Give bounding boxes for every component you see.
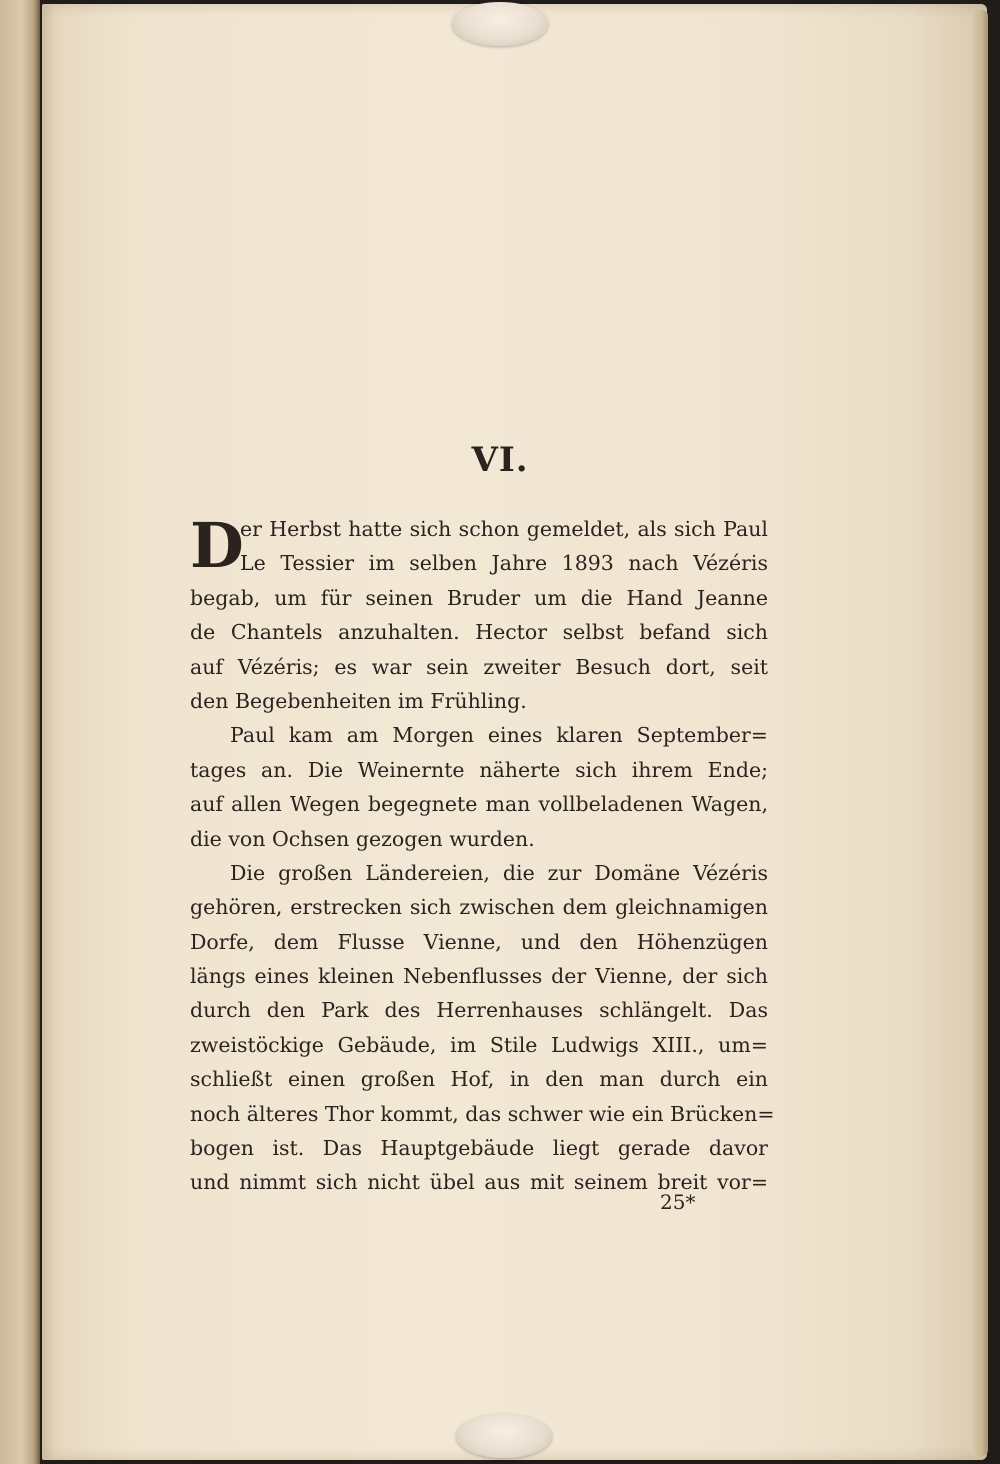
text-line: gehören, erstrecken sich zwischen dem gleichnamigen: [190, 895, 768, 920]
text-line: begab, um für seinen Bruder um die Hand Jeanne: [190, 585, 768, 610]
text-line: Dorfe, dem Flusse Vienne, und den Höhenzügen: [190, 929, 768, 954]
text-line: Die großen Ländereien, die zur Domäne Vézéris: [230, 860, 768, 885]
chapter-heading: VI.: [471, 440, 529, 480]
text-line: auf Vézéris; es war sein zweiter Besuch dort, seit: [190, 654, 768, 679]
text-line: Paul kam am Morgen eines klaren September=: [230, 723, 768, 748]
text-line: er Herbst hatte sich schon gemeldet, als sich Paul: [240, 517, 768, 541]
text-line: längs eines kleinen Nebenflusses der Vienne, der sich: [190, 964, 768, 989]
text-line: auf allen Wegen begegnete man vollbeladenen Wagen,: [190, 792, 768, 817]
text-line: durch den Park des Herrenhauses schlängelt. Das: [190, 998, 768, 1023]
page-clip-top: [452, 2, 548, 46]
drop-cap-initial: D: [190, 509, 244, 582]
text-line: schließt einen großen Hof, in den man durch ein: [190, 1067, 768, 1092]
text-line: zweistöckige Gebäude, im Stile Ludwigs XIII., um=: [190, 1032, 768, 1057]
text-line: den Begebenheiten im Frühling.: [190, 688, 527, 713]
previous-page-edge: [0, 0, 40, 1464]
text-line: noch älteres Thor kommt, das schwer wie ein Brücken=: [190, 1101, 775, 1126]
text-line: de Chantels anzuhalten. Hector selbst befand sich: [190, 620, 768, 645]
text-line: tages an. Die Weinernte näherte sich ihrem Ende;: [190, 757, 768, 782]
text-line: und nimmt sich nicht übel aus mit seinem breit vor=: [190, 1170, 768, 1195]
page-number: 25*: [660, 1190, 696, 1214]
text-line: die von Ochsen gezogen wurden.: [190, 826, 535, 851]
text-line: Le Tessier im selben Jahre 1893 nach Vézéris: [240, 551, 768, 576]
body-text: [190, 509, 775, 1200]
page-clip-bottom: [456, 1414, 552, 1458]
text-line: bogen ist. Das Hauptgebäude liegt gerade davor: [190, 1136, 768, 1161]
page-stack-edge: [972, 10, 988, 1456]
